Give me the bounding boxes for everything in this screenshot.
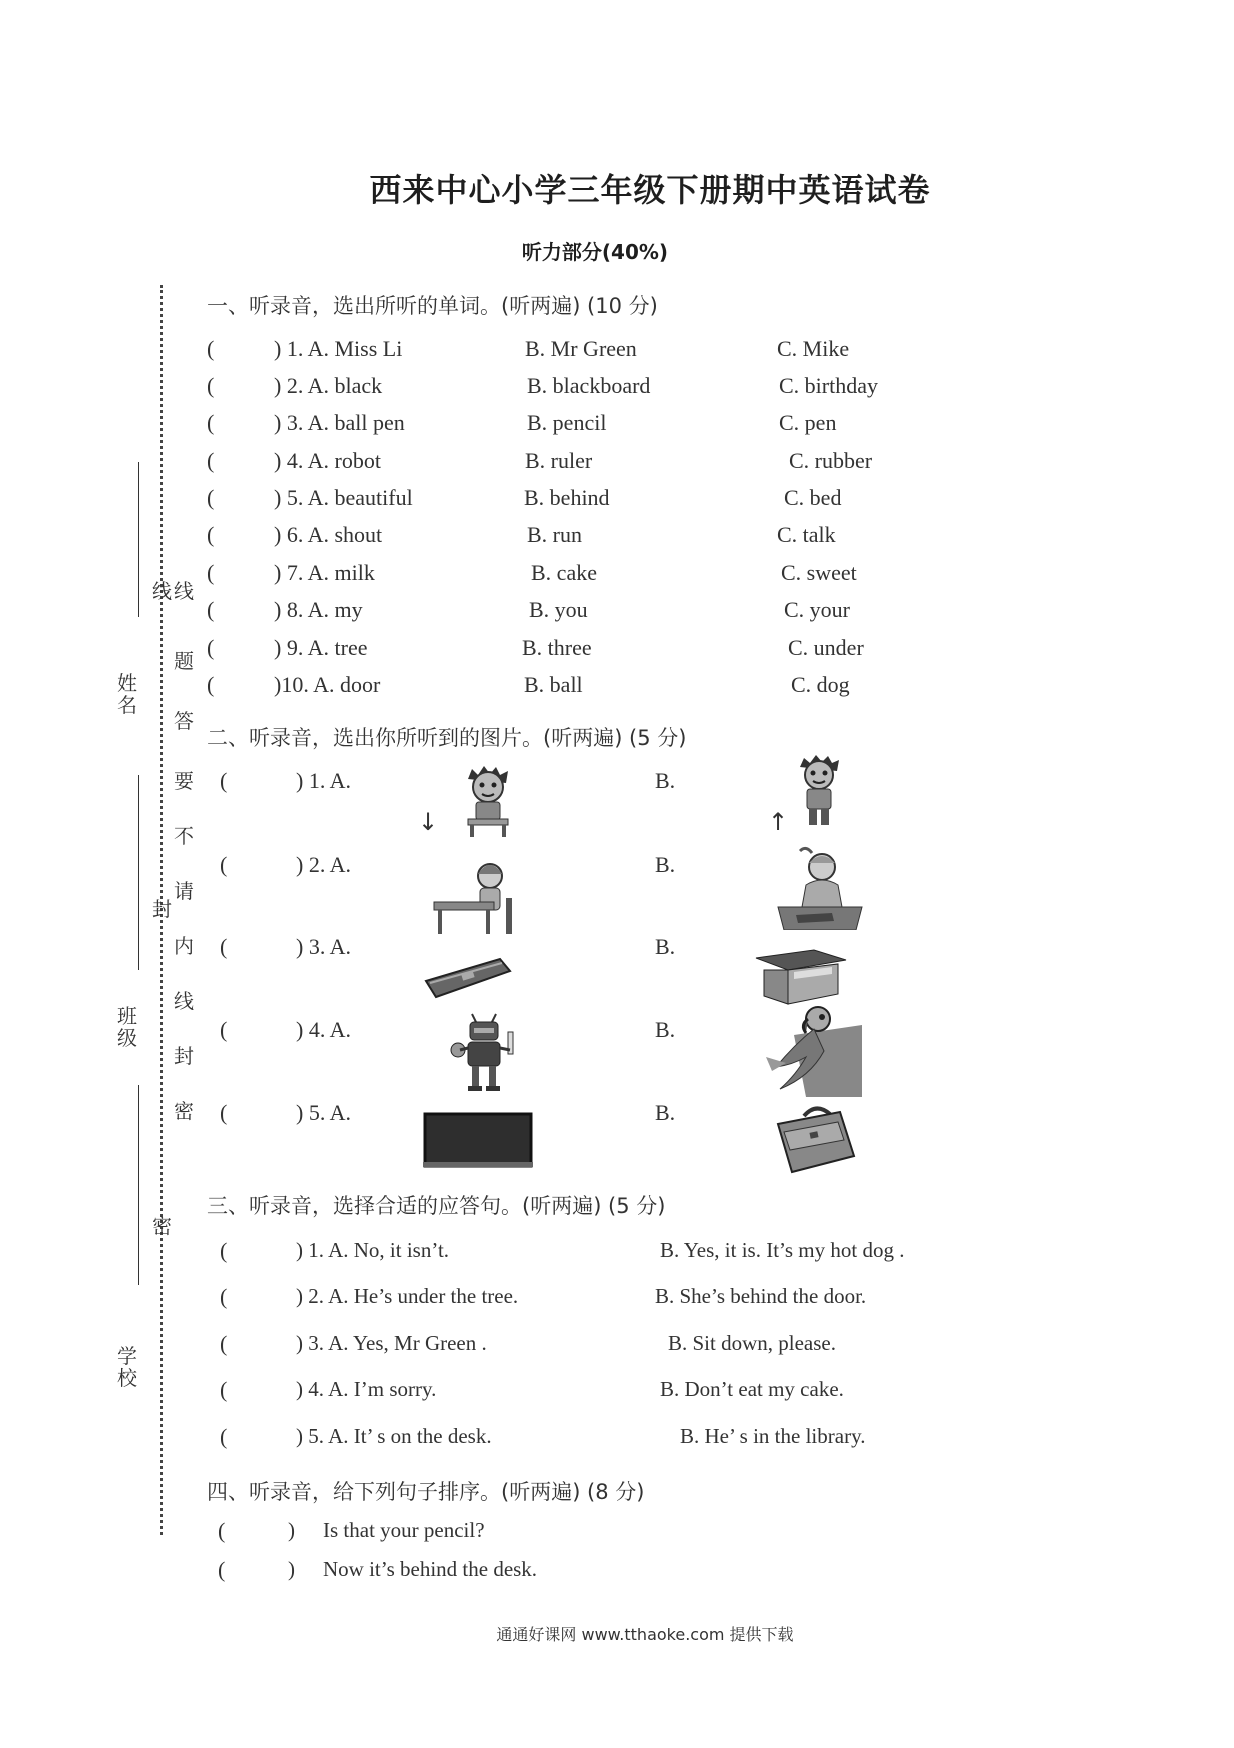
answer-paren[interactable]: ( bbox=[207, 635, 215, 660]
schoolbag-icon[interactable] bbox=[770, 1102, 858, 1174]
option-a: ) 4. A. bbox=[296, 1017, 351, 1042]
seal-char: 答 bbox=[174, 709, 194, 733]
answer-paren[interactable]: ( bbox=[218, 1557, 226, 1582]
option-c: C. birthday bbox=[779, 373, 878, 398]
name-label: 姓名 bbox=[117, 671, 137, 717]
seal-char: 不 bbox=[174, 824, 194, 848]
class-label: 班级 bbox=[117, 1004, 137, 1050]
section-3-heading: 三、听录音，选择合适的应答句。(听两遍) (5 分) bbox=[207, 1194, 666, 1218]
answer-paren[interactable]: ( bbox=[220, 1238, 228, 1263]
option-b: B. bbox=[655, 1017, 676, 1042]
option-a: ) 7. A. milk bbox=[274, 560, 375, 585]
boy-standing-icon[interactable] bbox=[794, 755, 844, 827]
option-b: B. behind bbox=[524, 485, 610, 510]
arrow-down-icon: ↓ bbox=[418, 808, 439, 836]
answer-paren[interactable]: ( bbox=[207, 410, 215, 435]
option-a: ) 1. A. No, it isn’t. bbox=[296, 1238, 450, 1262]
option-b: B. He’ s in the library. bbox=[680, 1424, 866, 1448]
answer-paren[interactable]: ( bbox=[220, 1424, 228, 1449]
seal-char: 内 bbox=[174, 934, 194, 958]
option-a: ) 6. A. shout bbox=[274, 522, 383, 547]
binding-line-1 bbox=[138, 462, 139, 617]
option-b: B. cake bbox=[531, 560, 597, 585]
option-b: B. Don’t eat my cake. bbox=[660, 1377, 844, 1401]
answer-paren[interactable]: ( bbox=[207, 485, 215, 510]
option-a: ) 5. A. bbox=[296, 1100, 351, 1125]
open-box-icon[interactable] bbox=[754, 948, 848, 1006]
option-b: B. Sit down, please. bbox=[668, 1331, 836, 1355]
binding-line-3 bbox=[138, 1085, 139, 1285]
option-a: ) 4. A. robot bbox=[274, 448, 381, 473]
answer-paren[interactable]: ( bbox=[220, 1100, 228, 1125]
sentence: Now it’s behind the desk. bbox=[323, 1557, 538, 1581]
option-b: B. run bbox=[527, 522, 582, 547]
option-a: ) 2. A. He’s under the tree. bbox=[296, 1284, 519, 1308]
answer-paren[interactable]: ( bbox=[220, 1017, 228, 1042]
seal-char: 线 bbox=[174, 989, 194, 1013]
option-c: C. rubber bbox=[789, 448, 873, 473]
answer-paren-close: ) bbox=[288, 1518, 295, 1542]
section-4-heading: 四、听录音，给下列句子排序。(听两遍) (8 分) bbox=[207, 1480, 645, 1504]
option-c: C. dog bbox=[791, 672, 850, 697]
pencil-case-icon[interactable] bbox=[422, 955, 512, 1001]
option-c: C. sweet bbox=[781, 560, 857, 585]
option-a: ) 8. A. my bbox=[274, 597, 363, 622]
answer-paren[interactable]: ( bbox=[220, 852, 228, 877]
option-b: B. bbox=[655, 1100, 676, 1125]
option-c: C. talk bbox=[777, 522, 836, 547]
option-a: ) 9. A. tree bbox=[274, 635, 368, 660]
option-a: ) 1. A. bbox=[296, 768, 351, 793]
option-a: ) 2. A. bbox=[296, 852, 351, 877]
robot-icon[interactable] bbox=[448, 1010, 522, 1092]
option-c: C. your bbox=[784, 597, 850, 622]
option-b: B. ball bbox=[524, 672, 583, 697]
parrot-icon[interactable] bbox=[756, 1005, 862, 1097]
answer-paren[interactable]: ( bbox=[207, 672, 215, 697]
option-b: B. pencil bbox=[527, 410, 607, 435]
answer-paren[interactable]: ( bbox=[218, 1518, 226, 1543]
option-b: B. bbox=[655, 768, 676, 793]
seal-char: 请 bbox=[174, 879, 194, 903]
answer-paren-close: ) bbox=[288, 1557, 295, 1581]
option-a: ) 3. A. Yes, Mr Green . bbox=[296, 1331, 487, 1355]
answer-paren[interactable]: ( bbox=[207, 336, 215, 361]
binding-line-2 bbox=[138, 775, 139, 970]
option-a: ) 1. A. Miss Li bbox=[274, 336, 403, 361]
seal-char: 线 bbox=[174, 579, 194, 603]
seal-left-mi: 密 bbox=[152, 1214, 172, 1238]
answer-paren[interactable]: ( bbox=[220, 934, 228, 959]
option-b: B. blackboard bbox=[527, 373, 651, 398]
seal-char: 封 bbox=[174, 1044, 194, 1068]
option-b: B. ruler bbox=[525, 448, 593, 473]
page-subtitle: 听力部分(40%) bbox=[521, 240, 669, 264]
boy-sitting-icon[interactable] bbox=[462, 765, 514, 837]
answer-paren[interactable]: ( bbox=[207, 560, 215, 585]
option-b: B. She’s behind the door. bbox=[655, 1284, 867, 1308]
option-a: ) 5. A. beautiful bbox=[274, 485, 413, 510]
page-title: 西来中心小学三年级下册期中英语试卷 bbox=[369, 171, 931, 209]
answer-paren[interactable]: ( bbox=[207, 448, 215, 473]
option-a: )10. A. door bbox=[274, 672, 381, 697]
option-b: B. Yes, it is. It’s my hot dog . bbox=[660, 1238, 905, 1262]
option-c: C. under bbox=[788, 635, 864, 660]
answer-paren[interactable]: ( bbox=[220, 1331, 228, 1356]
answer-paren[interactable]: ( bbox=[207, 597, 215, 622]
seal-left-xian: 线 bbox=[152, 579, 172, 603]
footer-credit: 通通好课网 www.tthaoke.com 提供下载 bbox=[496, 1625, 794, 1644]
option-c: C. Mike bbox=[777, 336, 850, 361]
sentence: Is that your pencil? bbox=[323, 1518, 485, 1542]
option-a: ) 3. A. bbox=[296, 934, 351, 959]
answer-paren[interactable]: ( bbox=[207, 373, 215, 398]
option-a: ) 2. A. black bbox=[274, 373, 383, 398]
option-a: ) 4. A. I’m sorry. bbox=[296, 1377, 437, 1401]
option-b: B. bbox=[655, 934, 676, 959]
teacher-at-desk-icon[interactable] bbox=[776, 845, 864, 930]
option-b: B. Mr Green bbox=[525, 336, 637, 361]
answer-paren[interactable]: ( bbox=[220, 1377, 228, 1402]
seal-char: 要 bbox=[174, 769, 194, 793]
arrow-up-icon: ↑ bbox=[768, 808, 789, 836]
option-b: B. bbox=[655, 852, 676, 877]
option-a: ) 3. A. ball pen bbox=[274, 410, 405, 435]
girl-at-desk-icon[interactable] bbox=[432, 858, 520, 934]
answer-paren[interactable]: ( bbox=[220, 768, 228, 793]
option-c: C. bed bbox=[784, 485, 842, 510]
option-c: C. pen bbox=[779, 410, 837, 435]
option-b: B. three bbox=[522, 635, 592, 660]
option-b: B. you bbox=[529, 597, 588, 622]
blackboard-icon[interactable] bbox=[423, 1112, 533, 1168]
section-2-heading: 二、听录音，选出你所听到的图片。(听两遍) (5 分) bbox=[207, 726, 687, 750]
option-a: ) 5. A. It’ s on the desk. bbox=[296, 1424, 492, 1448]
school-label: 学校 bbox=[117, 1344, 137, 1390]
answer-paren[interactable]: ( bbox=[220, 1284, 228, 1309]
seal-char: 题 bbox=[174, 649, 194, 673]
seal-left-feng: 封 bbox=[152, 897, 172, 921]
section-1-heading: 一、听录音，选出所听的单词。(听两遍) (10 分) bbox=[207, 294, 658, 318]
answer-paren[interactable]: ( bbox=[207, 522, 215, 547]
seal-char: 密 bbox=[174, 1099, 194, 1123]
